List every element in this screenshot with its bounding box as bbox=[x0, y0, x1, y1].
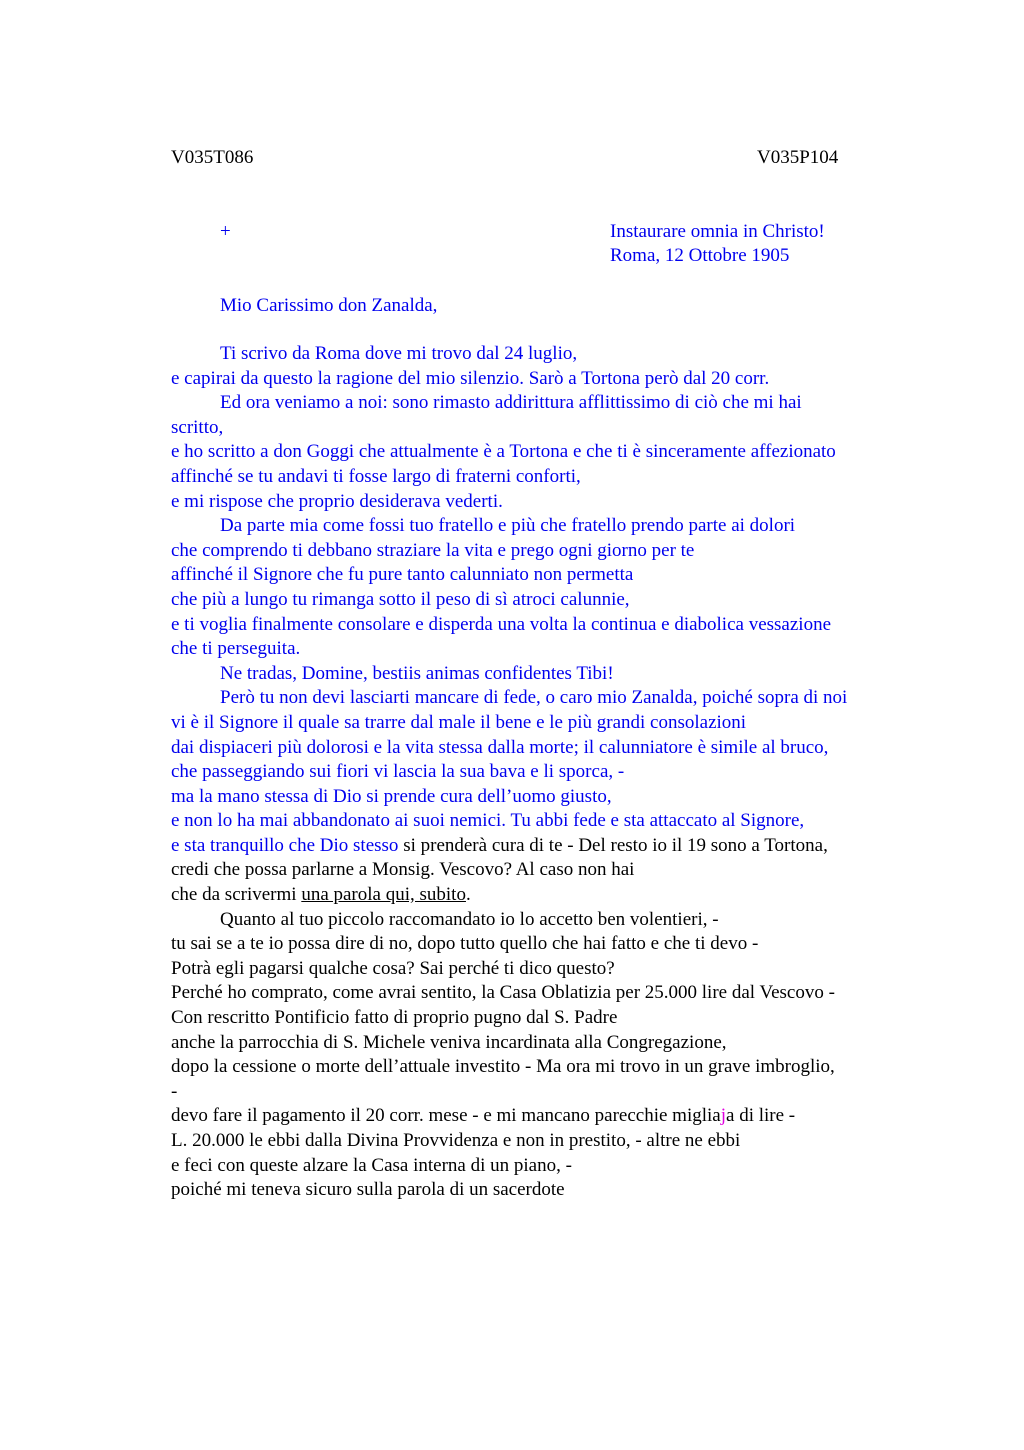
body-line-blue-part: e sta tranquillo che Dio stesso bbox=[171, 834, 399, 856]
body-line: - bbox=[171, 1080, 178, 1102]
salutation: Mio Carissimo don Zanalda, bbox=[220, 295, 438, 316]
underlined-phrase: una parola qui, subito bbox=[301, 884, 466, 906]
document-code-left: V035T086 bbox=[171, 147, 254, 168]
body-line: e mi rispose che proprio desiderava vederti. bbox=[171, 490, 503, 512]
place-date: Roma, 12 Ottobre 1905 bbox=[610, 245, 790, 266]
body-line: vi è il Signore il quale sa trarre dal male il bene e le più grandi consolazioni bbox=[171, 711, 747, 733]
body-line: e ti voglia finalmente consolare e disperda una volta la continua e diabolica vessazione bbox=[171, 613, 831, 635]
body-line: Quanto al tuo piccolo raccomandato io lo accetto ben volentieri, - bbox=[220, 908, 719, 930]
highlighted-letter: j bbox=[720, 1105, 727, 1127]
body-line: affinché il Signore che fu pure tanto calunniato non permetta bbox=[171, 564, 634, 586]
body-line: che più a lungo tu rimanga sotto il peso di sì atroci calunnie, bbox=[171, 588, 630, 610]
body-line-part: che da scrivermi bbox=[171, 884, 302, 906]
body-line: che ti perseguita. bbox=[171, 638, 301, 660]
body-line: tu sai se a te io possa dire di no, dopo tutto quello che hai fatto e che ti devo - bbox=[171, 933, 759, 955]
body-line bbox=[171, 834, 911, 859]
body-line: Però tu non devi lasciarti mancare di fede, o caro mio Zanalda, poiché sopra di noi bbox=[220, 687, 848, 709]
body-line: affinché se tu andavi ti fosse largo di fraterni conforti, bbox=[171, 465, 581, 487]
cross-symbol: + bbox=[220, 221, 231, 242]
body-line: Ne tradas, Domine, bestiis animas confidentes Tibi! bbox=[220, 662, 614, 684]
body-line: Con rescritto Pontificio fatto di proprio pugno dal S. Padre bbox=[171, 1007, 618, 1029]
body-line: scritto, bbox=[171, 416, 224, 438]
body-line: che comprendo ti debbano straziare la vita e prego ogni giorno per te bbox=[171, 539, 695, 561]
body-line: ma la mano stessa di Dio si prende cura dell’uomo giusto, bbox=[171, 785, 612, 807]
body-line: Ti scrivo da Roma dove mi trovo dal 24 luglio, bbox=[220, 343, 578, 364]
body-line: e ho scritto a don Goggi che attualmente è a Tortona e che ti è sinceramente affezionato bbox=[171, 441, 836, 463]
body-line: L. 20.000 le ebbi dalla Divina Provvidenza e non in prestito, - altre ne ebbi bbox=[171, 1130, 741, 1151]
body-line: e feci con queste alzare la Casa interna di un piano, - bbox=[171, 1154, 572, 1176]
body-line: dai dispiaceri più dolorosi e la vita stessa dalla morte; il calunniatore è simile al bruco, bbox=[171, 736, 829, 758]
body-line: credi che possa parlarne a Monsig. Vescovo? Al caso non hai bbox=[171, 859, 635, 881]
body-line-part: . bbox=[465, 884, 471, 906]
body-line: Ed ora veniamo a noi: sono rimasto addirittura afflittissimo di ciò che mi hai bbox=[220, 392, 802, 414]
document-code-right: V035P104 bbox=[757, 147, 839, 168]
body-line: dopo la cessione o morte dell’attuale investito - Ma ora mi trovo in un grave imbroglio, bbox=[171, 1056, 835, 1078]
body-line: e non lo ha mai abbandonato ai suoi nemici. Tu abbi fede e sta attaccato al Signore, bbox=[171, 810, 805, 832]
body-line: Da parte mia come fossi tuo fratello e più che fratello prendo parte ai dolori bbox=[220, 515, 796, 537]
body-line-part: devo fare il pagamento il 20 corr. mese - e mi mancano parecchie miglia bbox=[171, 1105, 721, 1127]
body-line: poiché mi teneva sicuro sulla parola di un sacerdote bbox=[171, 1179, 565, 1201]
body-line bbox=[171, 883, 911, 908]
body-line: che passeggiando sui fiori vi lascia la sua bava e li sporca, - bbox=[171, 761, 625, 783]
body-line-black-part: si prenderà cura di te - Del resto io il 19 sono a Tortona, bbox=[398, 834, 828, 856]
body-line: Perché ho comprato, come avrai sentito, la Casa Oblatizia per 25.000 lire dal Vescovo - bbox=[171, 982, 835, 1004]
body-line: anche la parrocchia di S. Michele veniva incardinata alla Congregazione, bbox=[171, 1031, 727, 1053]
letter-body bbox=[171, 342, 911, 1203]
body-line: Potrà egli pagarsi qualche cosa? Sai perché ti dico questo? bbox=[171, 957, 615, 979]
body-line bbox=[171, 1104, 911, 1129]
motto: Instaurare omnia in Christo! bbox=[610, 221, 825, 242]
body-line-part: a di lire - bbox=[726, 1105, 796, 1127]
body-line: e capirai da questo la ragione del mio silenzio. Sarò a Tortona però dal 20 corr. bbox=[171, 367, 770, 389]
